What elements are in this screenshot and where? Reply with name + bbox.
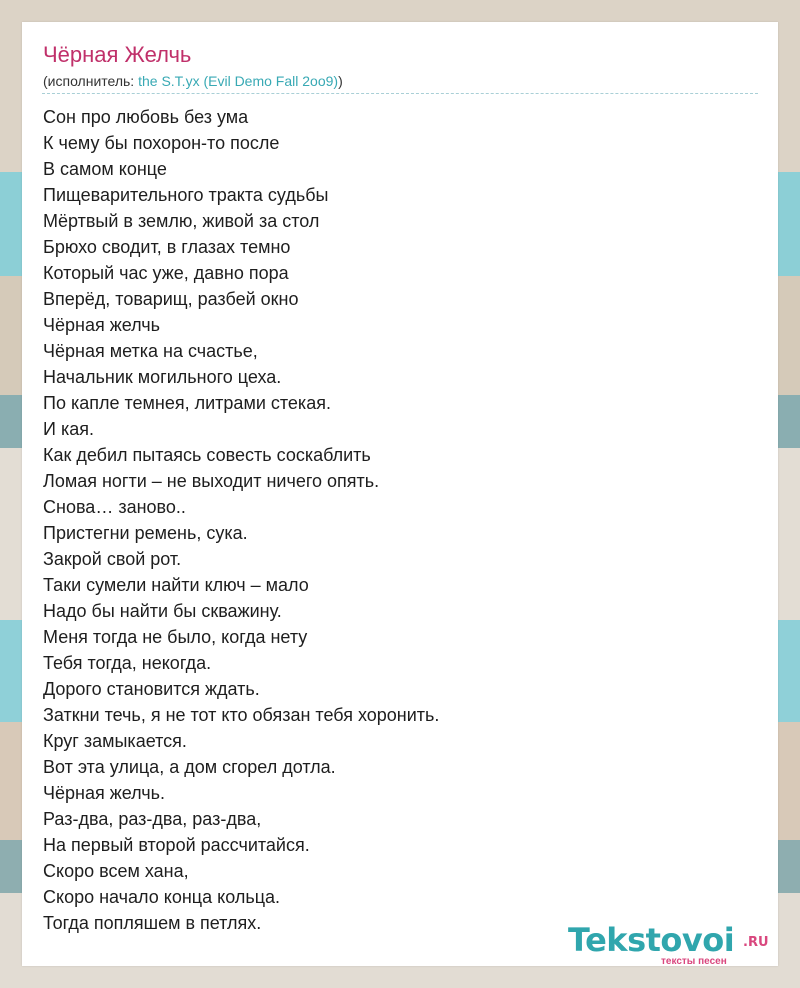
lyric-line: Чёрная желчь. bbox=[43, 783, 166, 803]
lyric-line: Как дебил пытаясь совесть соскаблить bbox=[43, 445, 371, 465]
lyrics-text bbox=[43, 104, 439, 936]
lyric-line: Пристегни ремень, сука. bbox=[43, 523, 248, 543]
lyric-line: Который час уже, давно пора bbox=[43, 263, 289, 283]
title-divider bbox=[42, 93, 758, 94]
lyric-line: Чёрная желчь bbox=[43, 315, 161, 335]
lyric-line: Снова… заново.. bbox=[43, 497, 186, 517]
lyric-line: Чёрная метка на счастье, bbox=[43, 341, 258, 361]
lyric-line: Тебя тогда, некогда. bbox=[43, 653, 212, 673]
site-logo[interactable] bbox=[568, 922, 780, 966]
lyric-line: Дорого становится ждать. bbox=[43, 679, 260, 699]
lyric-line: Скоро начало конца кольца. bbox=[43, 887, 281, 907]
logo-tagline: тексты песен bbox=[661, 956, 727, 967]
lyric-line: Вот эта улица, а дом сгорел дотла. bbox=[43, 757, 336, 777]
lyric-line: Скоро всем хана, bbox=[43, 861, 189, 881]
lyric-line: Надо бы найти бы скважину. bbox=[43, 601, 282, 621]
lyric-line: Раз-два, раз-два, раз-два, bbox=[43, 809, 262, 829]
artist-link[interactable]: the S.T.yx (Evil Demo Fall 2oo9) bbox=[138, 73, 339, 89]
lyric-line: Мёртвый в землю, живой за стол bbox=[43, 211, 320, 231]
lyric-line: Брюхо сводит, в глазах темно bbox=[43, 237, 291, 257]
lyric-line: Заткни течь, я не тот кто обязан тебя хоронить. bbox=[43, 705, 440, 725]
lyric-line: К чему бы похорон-то после bbox=[43, 133, 280, 153]
artist-suffix: ) bbox=[338, 73, 343, 89]
artist-line bbox=[43, 73, 343, 89]
lyric-line: Таки сумели найти ключ – мало bbox=[43, 575, 309, 595]
lyric-line: Пищеварительного тракта судьбы bbox=[43, 185, 329, 205]
lyric-line: Круг замыкается. bbox=[43, 731, 187, 751]
logo-domain: .RU bbox=[743, 935, 769, 950]
lyric-line: На первый второй рассчитайся. bbox=[43, 835, 310, 855]
lyric-line: В самом конце bbox=[43, 159, 167, 179]
lyrics-card bbox=[22, 22, 778, 966]
lyric-line: Начальник могильного цеха. bbox=[43, 367, 282, 387]
lyric-line: Вперёд, товарищ, разбей окно bbox=[43, 289, 299, 309]
lyric-line: Сон про любовь без ума bbox=[43, 107, 249, 127]
lyric-line: Ломая ногти – не выходит ничего опять. bbox=[43, 471, 380, 491]
lyric-line: По капле темнея, литрами стекая. bbox=[43, 393, 331, 413]
lyric-line: Закрой свой рот. bbox=[43, 549, 182, 569]
song-title: Чёрная Желчь bbox=[43, 42, 192, 67]
lyric-line: И кая. bbox=[43, 419, 94, 439]
artist-prefix: (исполнитель: bbox=[43, 73, 139, 89]
lyric-line: Меня тогда не было, когда нету bbox=[43, 627, 308, 647]
lyric-line: Тогда попляшем в петлях. bbox=[43, 913, 262, 933]
logo-wordmark: Tekstovoi bbox=[568, 921, 735, 959]
